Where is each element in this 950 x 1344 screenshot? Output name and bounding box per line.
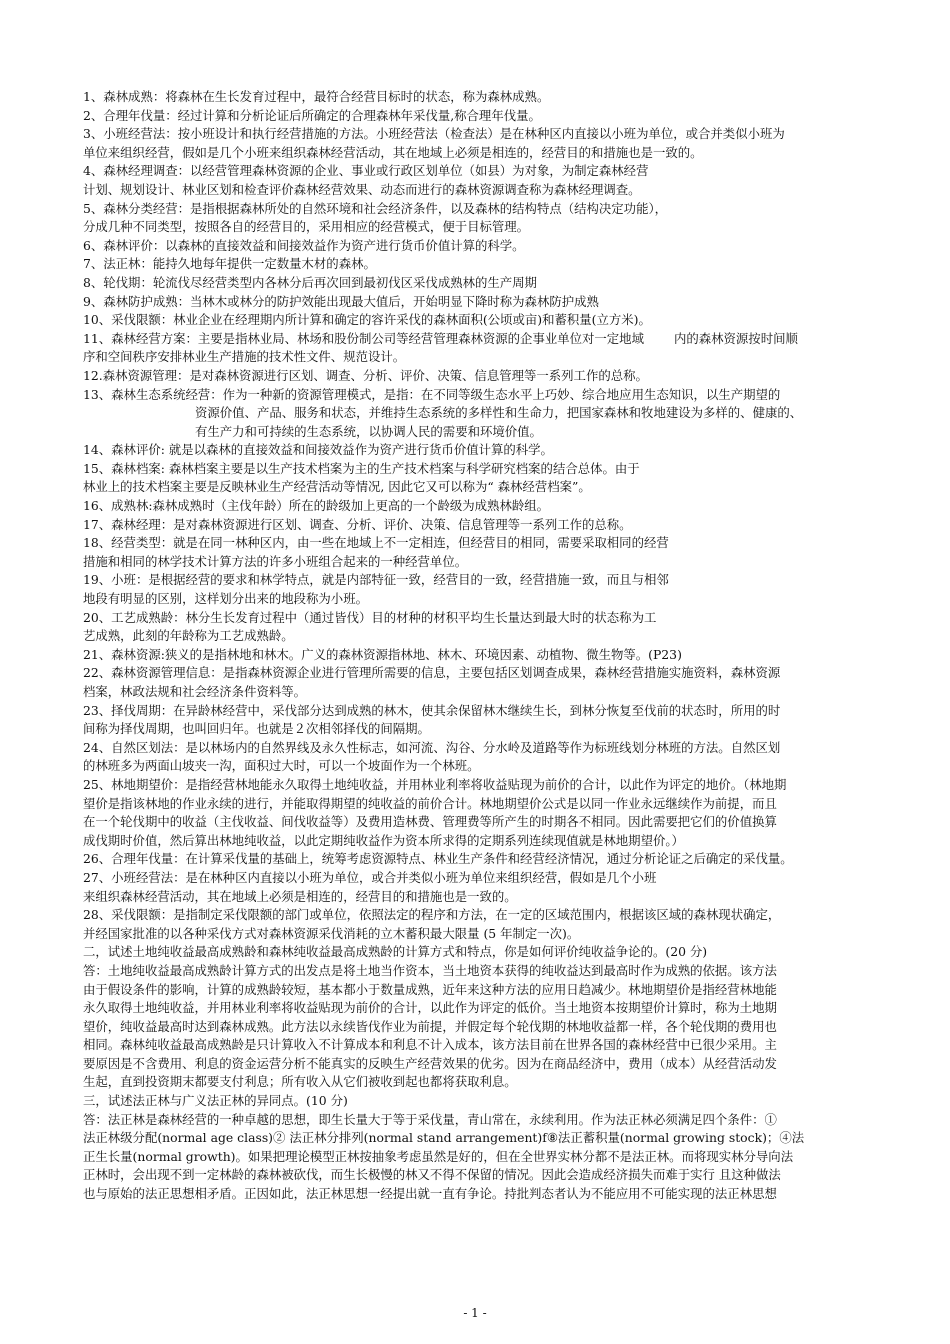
text-line: 永久取得土地纯收益，并用林业利率将收益贴现为前价的合计，以此作为评定的低价。当土地资本按期望价计算时，称为土地期 <box>83 1000 777 1016</box>
text-line: 间称为择伐周期，也叫回归年。也就是２次相邻择伐的间隔期。 <box>83 721 430 737</box>
text-line: 并经国家批准的以各种采伐方式对森林资源采伐消耗的立木蓄积最大限量 (5 年制定一次)。 <box>83 925 580 941</box>
text-line: 生起，直到投资期末都要支付利息；所有收入从它们被收到起也都将获取利息。 <box>83 1074 517 1090</box>
text-line: 分成几种不同类型，按照各自的经营目的，采用相应的经营模式，便于目标管理。 <box>83 219 530 235</box>
text-line: 成伐期时价值，然后算出林地纯收益，以此定期纯收益作为资本所求得的定期系列连续现值就是林地期望价。） <box>83 832 684 848</box>
text-line: 9、森林防护成熟：当林木或林分的防护效能出现最大值后，开始明显下降时称为森林防护成熟 <box>83 293 599 309</box>
text-line: 艺成熟，此刻的年龄称为工艺成熟龄。 <box>83 628 294 644</box>
text-line: 8、轮伐期：轮流伐尽经营类型内各林分后再次回到最初伐区采伐成熟林的生产周期 <box>83 274 537 290</box>
text-line: 由于假设条件的影响，计算的成熟龄较短，基本都小于数量成熟，近年来这种方法的应用日趋减少。林地期望价是指经营林地能 <box>83 981 777 997</box>
text-line: 18、经营类型：就是在同一林种区内，由一些在地域上不一定相连，但经营目的相同，需要采取相同的经营 <box>83 535 669 551</box>
text-line: 24、自然区划法：是以林场内的自然界线及永久性标志，如河流、沟谷、分水岭及道路等作为标班线划分林班的方法。自然区划 <box>83 739 781 755</box>
text-line: 档案，林政法规和社会经济条件资料等。 <box>83 684 307 699</box>
text-line: 林业上的技术档案主要是反映林业生产经营活动等情况, 因此它又可以称为“ 森林经营档案”。 <box>83 479 591 495</box>
text-line: 10、采伐限额：林业企业在经理期内所计算和确定的容许采伐的森林面积(公顷或亩)和蓄积量(立方米)。 <box>83 312 651 328</box>
text-line: 13、森林生态系统经营：作为一种新的资源管理模式，是指：在不同等级生态水平上巧妙、综合地应用生态知识，以生产期望的 <box>83 386 781 402</box>
text-line: 正生长量(normal growth)。如果把理论模型正林按抽象考虑虽然是好的，但在全世界实林分都不是法正林。而将现实林分导向法 <box>83 1148 794 1164</box>
page-number: - 1 - <box>463 1306 487 1320</box>
text-line: 17、森林经理：是对森林资源进行区划、调查、分析、评价、决策、信息管理等一系列工作的总称。 <box>83 516 632 532</box>
text-line: 望价，纯收益最高时达到森林成熟。此方法以永续皆伐作业为前提，并假定每个轮伐期的林地收益都一样，各个轮伐期的费用也 <box>83 1018 777 1034</box>
text-line: 3、小班经营法：按小班设计和执行经营措施的方法。小班经营法（检查法）是在林种区内直接以小班为单位，或合并类似小班为 <box>83 126 785 142</box>
text-line: 7、法正林：能持久地每年提供一定数量木材的森林。 <box>83 256 376 272</box>
text-line: 20、工艺成熟龄：林分生长发育过程中（通过皆伐）目的材种的材积平均生长量达到最大时的状态称为工 <box>83 609 657 625</box>
text-line: 25、林地期望价：是指经营林地能永久取得土地纯收益，并用林业利率将收益贴现为前价的合计，以此作为评定的地价。（林地期 <box>83 776 787 792</box>
text-line: 望价是指该林地的作业永续的进行，并能取得期望的纯收益的前价合计。林地期望价公式是以同一作业永远继续作为前提，而且 <box>83 795 777 811</box>
text-line: 19、小班：是根据经营的要求和林学特点，就是内部特征一致，经营目的一致，经营措施一致，而且与相邻 <box>83 572 669 588</box>
text-line: 5、森林分类经营：是指根据森林所处的自然环境和社会经济条件，以及森林的结构特点（结构决定功能）， <box>83 200 668 216</box>
text-line: 答：土地纯收益最高成熟龄计算方式的出发点是将土地当作资本，当土地资本获得的纯收益达到最高时作为成熟的依据。该方法 <box>83 962 777 978</box>
text-line: 21、森林资源:狭义的是指林地和林木。广义的森林资源指林地、林木、环境因素、动植物、微生物等。(P23) <box>83 646 682 662</box>
section-heading: 二，试述土地纯收益最高成熟龄和森林纯收益最高成熟龄的计算方式和特点，你是如何评价纯收益争论的。(20 分) <box>83 944 708 960</box>
document-body <box>83 88 891 1204</box>
text-line: 相同。森林纯收益最高成熟龄是只计算收入不计算成本和利息不计入成本，该方法目前在世界各国的森林经营中已很少采用。主 <box>83 1037 777 1053</box>
text-line: 在一个轮伐期中的收益（主伐收益、间伐收益等）及费用造林费、管理费等所产生的时期各不相同。因此需要把它们的价值换算 <box>83 814 777 830</box>
text-line: 措施和相同的林学技术计算方法的许多小班组合起来的一种经营单位。 <box>83 553 468 569</box>
text-line: 16、成熟林:森林成熟时（主伐年龄）所在的龄级加上更高的一个龄级为成熟林龄组。 <box>83 498 550 514</box>
text-line: 资源价值、产品、服务和状态，并维持生态系统的多样性和生命力，把国家森林和牧地建设为多样的、健康的、 <box>195 405 803 421</box>
text-line: 答：法正林是森林经营的一种卓越的思想，即生长量大于等于采伐量，青山常在，永续利用。作为法正林必须满足四个条件：① <box>83 1111 777 1127</box>
text-line: 26、合理年伐量：在计算采伐量的基础上，统筹考虑资源特点、林业生产条件和经营经济情况，通过分析论证之后确定的采伐量。 <box>83 851 793 867</box>
text-line: 6、森林评价：以森林的直接效益和间接效益作为资产进行货币价值计算的科学。 <box>83 237 525 253</box>
text-line: 4、森林经理调查：以经营管理森林资源的企业、事业或行政区划单位（如县）为对象，为制定森林经营 <box>83 163 649 179</box>
text-line: 23、择伐周期：在异龄林经营中，采伐部分达到成熟的林木，使其余保留林木继续生长，到林分恢复至伐前的状态时，所用的时 <box>83 702 781 718</box>
text-line: 22、森林资源管理信息：是指森林资源企业进行管理所需要的信息，主要包括区划调查成果，森林经营措施实施资料，森林资源 <box>83 665 781 681</box>
text-line: 14、森林评价: 就是以森林的直接效益和间接效益作为资产进行货币价值计算的科学。 <box>83 442 553 458</box>
text-segment: 11、森林经营方案：主要是指林业局、林场和股份制公司等经营管理森林资源的企事业单位对一定地域 <box>83 330 644 346</box>
text-line: 要原因是不含费用、利息的资金运营分析不能真实的反映生产经营效果的优劣。因为在商品经济中，费用（成本）从经营活动发 <box>83 1055 777 1071</box>
section-heading: 三，试述法正林与广义法正林的异同点。(10 分) <box>83 1093 348 1109</box>
text-line: 地段有明显的区别，这样划分出来的地段称为小班。 <box>83 591 368 607</box>
text-line: 正林时，会出现不到一定林龄的森林被砍伐，而生长极慢的林又不得不保留的情况。因此会造成经济损失而难于实行 且这种做法 <box>83 1167 781 1183</box>
text-line: 27、小班经营法：是在林种区内直接以小班为单位，或合并类似小班为单位来组织经营，假如是几个小班 <box>83 869 657 885</box>
text-line: 来组织森林经营活动，其在地域上必须是相连的，经营目的和措施也是一致的。 <box>83 888 517 904</box>
text-line: 15、森林档案: 森林档案主要是以生产技术档案为主的生产技术档案与科学研究档案的结合总体。由于 <box>83 460 640 476</box>
text-line: 也与原始的法正思想相矛盾。正因如此，法正林思想一经提出就一直有争论。持批判态者认为不能应用不可能实现的法正林思想 <box>83 1186 777 1202</box>
text-line: 12.森林资源管理：是对森林资源进行区划、调查、分析、评价、决策、信息管理等一系列工作的总称。 <box>83 367 648 383</box>
text-line: 有生产力和可持续的生态系统，以协调人民的需要和环境价值。 <box>195 423 542 439</box>
text-line: 28、采伐限额：是指制定采伐限额的部门或单位，依照法定的程序和方法，在一定的区域范围内，根据该区域的森林现状确定， <box>83 907 781 923</box>
text-line: 计划、规划设计、林业区划和检查评价森林经营效果、动态而进行的森林资源调查称为森林经理调查。 <box>83 181 641 197</box>
text-line: 1、森林成熟：将森林在生长发育过程中，最符合经营目标时的状态，称为森林成熟。 <box>83 89 550 104</box>
text-line <box>83 330 891 349</box>
text-segment: 内的森林资源按时间顺 <box>673 330 798 346</box>
text-line: 单位来组织经营，假如是几个小班来组织森林经营活动，其在地域上必须是相连的，经营目的和措施也是一致的。 <box>83 144 703 160</box>
text-line: 序和空间秩序安排林业生产措施的技术性文件、规范设计。 <box>83 349 406 365</box>
text-line: 2、合理年伐量：经过计算和分析论证后所确定的合理森林年采伐量,称合理年伐量。 <box>83 107 541 123</box>
text-line: 的林班多为两面山坡夹一沟，面积过大时，可以一个坡面作为一个林班。 <box>83 758 480 774</box>
text-line: 法正林级分配(normal age class)② 法正林分排列(normal stand arrangement)f⑧法正蓄积量(normal growing stock)；④法 <box>83 1130 805 1146</box>
